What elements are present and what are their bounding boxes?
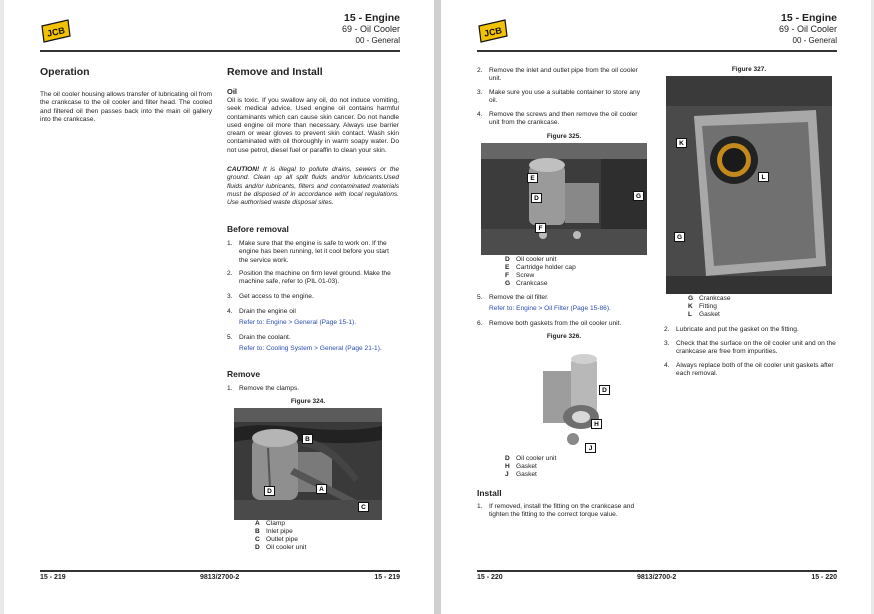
footer-page-right: 15 - 220 [811,574,837,581]
list-item: 2. Position the machine on firm level ground. Make the machine safe, refer to (PIL 01-03). [227,270,391,286]
footer-rule [40,570,400,572]
header-subsection: 69 - Oil Cooler [778,24,837,34]
legend-item: D Oil cooler unit [255,544,307,551]
list-item: 1. If removed, install the fitting on the crankcase and tighten the fitting to the correct torque value. [477,503,635,519]
legend-item: B Inlet pipe [255,528,293,535]
list-item: 1. Make sure that the engine is safe to work on. If the engine has been running, let it cool before you start the service work. [227,240,389,264]
legend-item: G Crankcase [688,295,731,302]
header-section: 15 - Engine [780,12,837,24]
install-heading: Install [477,488,502,498]
footer-page-left: 15 - 220 [477,574,503,581]
legend-item: G Crankcase [505,280,548,287]
list-item: 4. Remove the screws and then remove the oil cooler unit from the crankcase. [477,111,638,127]
footer-rule [477,570,837,572]
figure-327-callout: G [674,232,685,242]
figure-325-legend [505,256,576,288]
figure-327-callout: K [676,138,687,148]
header-subsection: 69 - Oil Cooler [341,24,400,34]
figure-324-image [234,408,382,520]
operation-text: The oil cooler housing allows transfer of lubricating oil from the crankcase to the oil cooler and filter head. The cooled and filtered oil then passes back into the main oil gallery into the crankcase. [40,91,212,123]
figure-326-callout: H [591,419,602,429]
before-removal-heading: Before removal [227,224,289,234]
footer-page-right: 15 - 219 [374,574,400,581]
remove-heading: Remove [227,369,261,379]
list-item: 3. Get access to the engine. [227,293,314,300]
caution-label: CAUTION! [227,166,260,173]
caution-text [227,166,399,207]
list-item: 6. Remove both gaskets from the oil cooler unit. [477,320,622,327]
figure-327-caption: Figure 327. [731,66,767,73]
list-item: 3. Make sure you use a suitable container to store any oil. [477,89,641,105]
figure-325-callout: F [535,223,546,233]
figure-327-image [666,76,832,294]
legend-item: C Outlet pipe [255,536,298,543]
header-rule [477,50,837,52]
figure-325-image [481,143,647,255]
header-rule [40,50,400,52]
figure-327-legend [688,295,731,319]
list-item: 4. Always replace both of the oil cooler unit gaskets after each removal. [664,362,834,378]
oil-warning-text: Oil is toxic. If you swallow any oil, do not induce vomiting, seek medical advice. Used engine oil contains harmful contaminants which can cause skin cancer. Do not handle used engine oil more than necessary. Always use barrier cream or wear gloves to prevent skin contact. Wash skin contaminated with oil thoroughly in warm soapy water. Do not use petrol, diesel fuel or paraffin to clean your skin. [227,97,399,154]
legend-item: A Clamp [255,520,286,527]
figure-324-caption: Figure 324. [290,398,326,405]
legend-item: L Gasket [688,311,720,318]
header-group: 00 - General [792,36,837,45]
page-header [779,13,837,46]
figure-325-callout: G [633,191,644,201]
ref-link-engine-general[interactable]: Refer to: Engine > General (Page 15-1). [239,319,357,327]
jcb-logo [40,18,72,44]
list-item: 5. Remove the oil filter. Refer to: Engine > Oil Filter (Page 15-86). [477,294,649,314]
figure-324-callout: B [302,434,313,444]
footer-doc-number: 9813/2700-2 [637,574,677,581]
list-item: 2. Lubricate and put the gasket on the fitting. [664,326,799,333]
oil-cooler-removal-illustration [481,143,647,255]
header-section: 15 - Engine [343,12,400,24]
left-page [4,0,434,614]
legend-item: D Oil cooler unit [505,455,557,462]
list-item: 4. Drain the engine oil Refer to: Engine > General (Page 15-1). [227,308,399,328]
right-page [441,0,871,614]
figure-326-image [481,343,647,453]
footer-doc-number: 9813/2700-2 [200,574,240,581]
legend-item: J Gasket [505,471,537,478]
list-item: 5. Drain the coolant. Refer to: Cooling System > General (Page 21-1). [227,334,399,354]
oil-cooler-unit-illustration [481,343,647,453]
crankcase-fitting-illustration [666,76,832,294]
figure-324-callout: D [264,486,275,496]
remove-install-heading: Remove and Install [227,66,323,78]
legend-item: E Cartridge holder cap [505,264,576,271]
header-group: 00 - General [355,36,400,45]
legend-item: D Oil cooler unit [505,256,557,263]
list-item: 3. Check that the surface on the oil cooler unit and on the crankcase are free from impurities. [664,340,836,356]
operation-heading: Operation [40,66,90,78]
list-item: 2. Remove the inlet and outlet pipe from the oil cooler unit. [477,67,638,83]
figure-326-callout: J [585,443,596,453]
figure-325-callout: D [531,193,542,203]
oil-heading: Oil [227,87,238,96]
footer-page-left: 15 - 219 [40,574,66,581]
list-item: 1. Remove the clamps. [227,385,300,392]
jcb-logo [477,18,509,44]
figure-326-caption: Figure 326. [546,333,582,340]
figure-325-callout: E [527,173,538,183]
figure-326-callout: D [599,385,610,395]
figure-325-caption: Figure 325. [546,133,582,140]
legend-item: K Fitting [688,303,717,310]
ref-link-oil-filter[interactable]: Refer to: Engine > Oil Filter (Page 15-86). [489,305,611,313]
caution-body: It is illegal to pollute drains, sewers or the ground. Clean up all spilt fluids and/or lubricants.Used fluids and/or lubricants, filters and contaminated materials must be disposed of in accordance with local regulations. Use authorised waste disposal sites. [227,166,399,207]
page-gutter [434,0,441,614]
figure-324-callout: A [316,484,327,494]
ref-link-cooling-system[interactable]: Refer to: Cooling System > General (Page 21-1). [239,345,382,353]
svg-text:JCB: JCB [46,25,66,39]
legend-item: F Screw [505,272,535,279]
legend-item: H Gasket [505,463,537,470]
figure-324-callout: C [358,502,369,512]
figure-327-callout: L [758,172,769,182]
svg-text:JCB: JCB [483,25,503,39]
page-header [342,13,400,46]
figure-324-legend [255,520,306,552]
figure-326-legend [505,455,556,479]
